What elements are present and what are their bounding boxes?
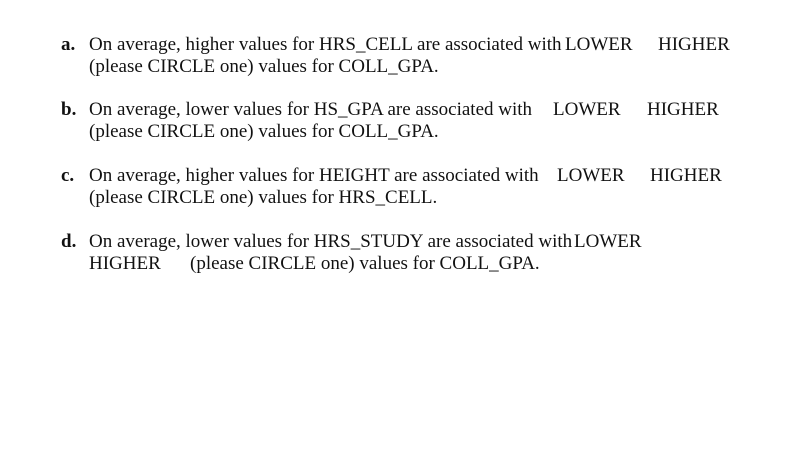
question-instruction: (please CIRCLE one) values for COLL_GPA. bbox=[190, 253, 540, 274]
question-instruction: (please CIRCLE one) values for COLL_GPA. bbox=[89, 56, 439, 77]
choice-lower: LOWER bbox=[553, 99, 621, 120]
question-text: On average, lower values for HS_GPA are associated with bbox=[89, 99, 533, 120]
question-text: On average, higher values for HRS_CELL are associated with bbox=[89, 34, 562, 55]
question-letter: c. bbox=[61, 165, 75, 186]
question-instruction: (please CIRCLE one) values for COLL_GPA. bbox=[89, 121, 439, 142]
choice-lower: LOWER bbox=[565, 34, 633, 55]
choice-higher: HIGHER bbox=[658, 34, 730, 55]
question-instruction: (please CIRCLE one) values for HRS_CELL. bbox=[89, 187, 438, 208]
choice-higher: HIGHER bbox=[89, 253, 161, 274]
choice-lower: LOWER bbox=[574, 231, 642, 252]
choice-higher: HIGHER bbox=[650, 165, 722, 186]
choice-lower: LOWER bbox=[557, 165, 625, 186]
question-text: On average, lower values for HRS_STUDY are associated with bbox=[89, 231, 573, 252]
question-letter: a. bbox=[61, 34, 76, 55]
choice-higher: HIGHER bbox=[647, 99, 719, 120]
question-letter: d. bbox=[61, 231, 77, 252]
question-letter: b. bbox=[61, 99, 77, 120]
question-text: On average, higher values for HEIGHT are associated with bbox=[89, 165, 539, 186]
